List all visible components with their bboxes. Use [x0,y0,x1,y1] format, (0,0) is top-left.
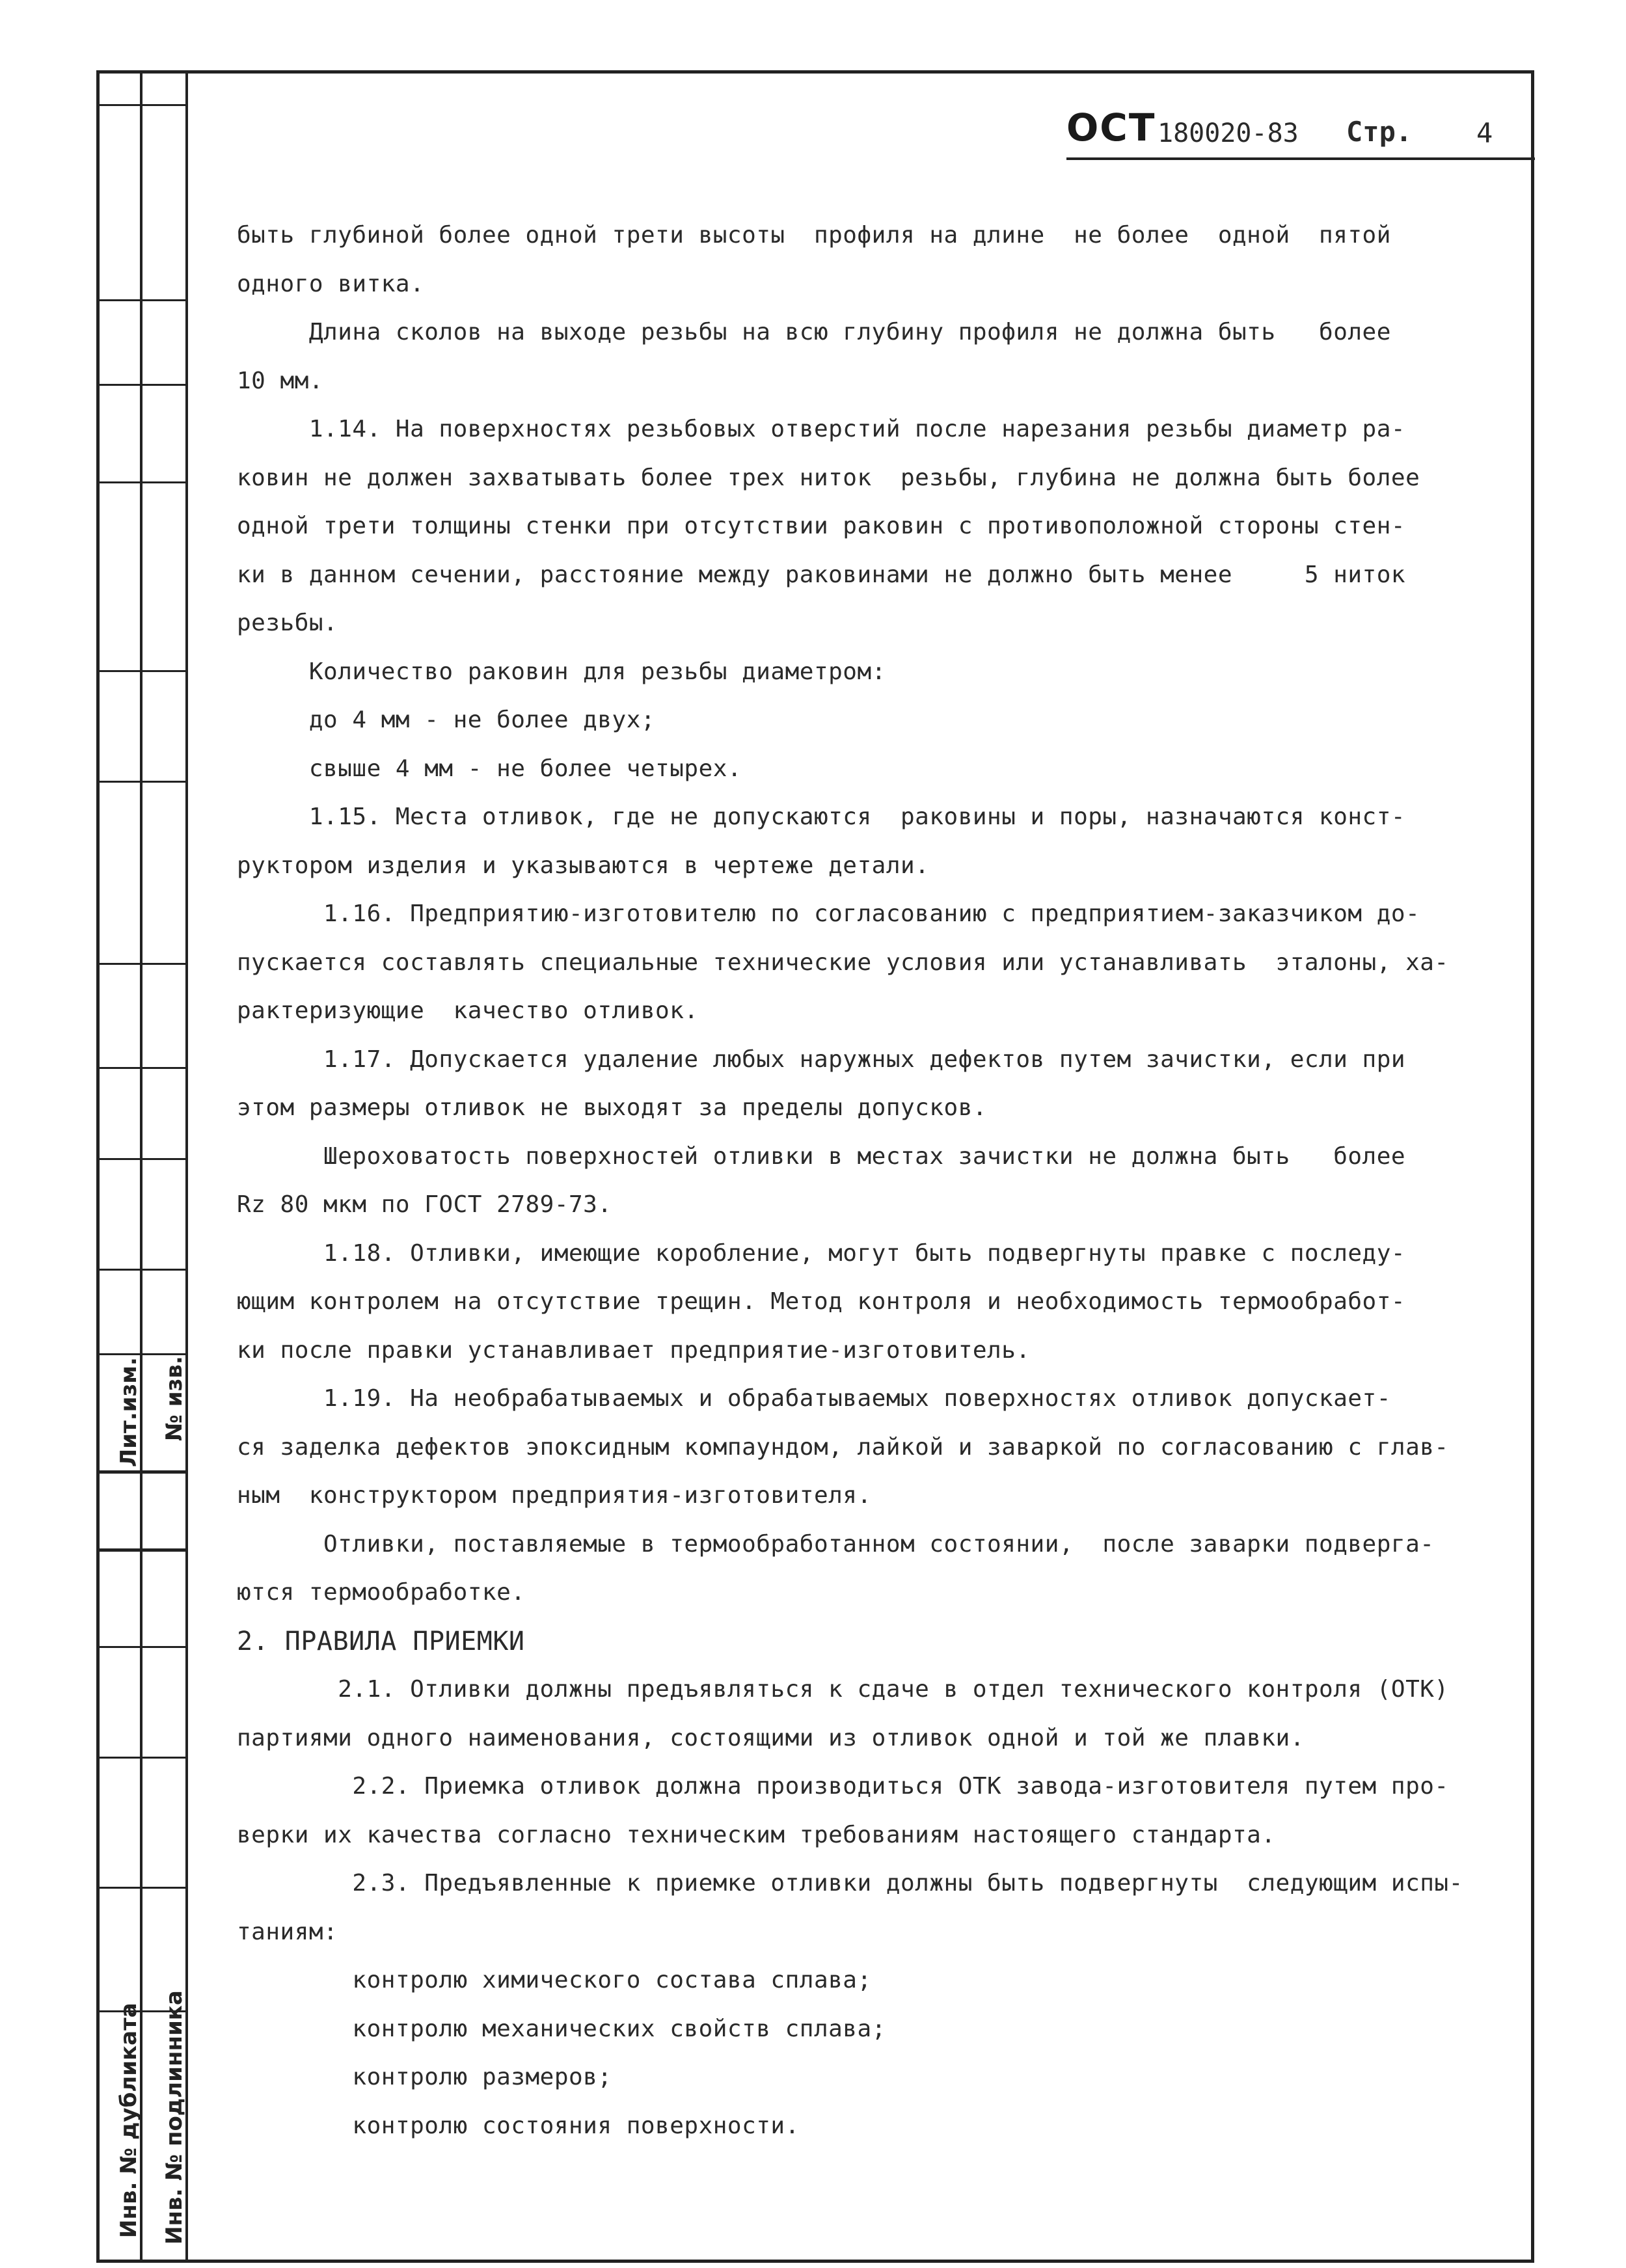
text-line: 2.3. Предъявленные к приемке отливки должны быть подвергнуты следующим испы- [237,1870,1463,1897]
page-header [1066,105,1535,160]
standard-label: ОСТ [1066,105,1156,150]
margin-strip-rule [96,481,188,483]
stamp-lit-izm: Лит.изм. [116,1357,142,1467]
text-line: 2.1. Отливки должны предъявляться к сдаче в отдел технического контроля (ОТК) [237,1676,1449,1703]
text-line: этом размеры отливок не выходят за пределы допусков. [237,1094,988,1121]
stamp-inv-dublikata: Инв. № дубликата [116,2003,142,2238]
text-line: руктором изделия и указываются в чертеже детали. [237,852,930,879]
text-line: резьбы. [237,610,338,636]
text-line: быть глубиной более одной трети высоты профиля на длине не более одной пятой [237,222,1391,249]
text-line: 1.15. Места отливок, где не допускаются раковины и поры, назначаются конст- [237,803,1406,830]
text-line: Rz 80 мкм по ГОСТ 2789-73. [237,1191,612,1218]
list-item: контролю химического состава сплава; [237,1967,872,1993]
text-line: 2.2. Приемка отливок должна производиться ОТК завода-изготовителя путем про- [237,1773,1449,1800]
text-line: ются термообработке. [237,1579,526,1606]
margin-strip-rule [96,104,188,106]
text-line: 10 мм. [237,367,324,394]
margin-strip-divider [140,70,142,2263]
text-line: свыше 4 мм - не более четырех. [237,755,742,782]
margin-strip-rule [96,1548,188,1552]
text-line: одной трети толщины стенки при отсутствии раковин с противоположной стороны стен- [237,513,1406,539]
list-item: контролю состояния поверхности. [237,2112,800,2139]
text-line: пускается составлять специальные технические условия или устанавливать эталоны, ха- [237,949,1449,976]
list-item: контролю размеров; [237,2064,612,2090]
text-line: ковин не должен захватывать более трех ниток резьбы, глубина не должна быть более [237,464,1420,491]
margin-strip-rule [96,384,188,386]
text-line: одного витка. [237,270,425,297]
margin-strip-rule [96,1757,188,1759]
text-line: верки их качества согласно техническим требованиям настоящего стандарта. [237,1821,1276,1848]
text-line: до 4 мм - не более двух; [237,707,656,733]
stamp-no-izv: № изв. [161,1356,187,1441]
text-line: ным конструктором предприятия-изготовителя. [237,1482,872,1509]
text-line: Количество раковин для резьбы диаметром: [237,658,886,685]
margin-strip-rule [96,1067,188,1069]
text-line: 1.16. Предприятию-изготовителю по согласованию с предприятием-заказчиком до- [237,900,1420,927]
text-line: 1.17. Допускается удаление любых наружных дефектов путем зачистки, если при [237,1046,1406,1073]
stamp-inv-podlinnika: Инв. № подлинника [161,1990,187,2245]
standard-number: 180020-83 [1158,118,1299,148]
text-line: 1.18. Отливки, имеющие коробление, могут быть подвергнуты правке с последу- [237,1239,1406,1267]
text-line: ки после правки устанавливает предприятие-изготовитель. [237,1336,1031,1364]
margin-strip-rule [96,1269,188,1271]
margin-strip-rule [96,670,188,672]
text-line: Длина сколов на выходе резьбы на всю глубину профиля не должна быть более [237,319,1391,345]
margin-strip-divider [185,70,188,2263]
margin-strip-rule [96,781,188,783]
margin-strip-rule [96,963,188,965]
text-line: ки в данном сечении, расстояние между раковинами не должно быть менее 5 ниток [237,561,1406,588]
margin-strip-rule [96,1646,188,1648]
text-line: Отливки, поставляемые в термообработанном состоянии, после заварки подверга- [237,1530,1435,1558]
text-line: 1.19. На необрабатываемых и обрабатываемых поверхностях отливок допускает- [237,1385,1391,1412]
text-line: ющим контролем на отсутствие трещин. Метод контроля и необходимость термообработ- [237,1288,1406,1315]
text-line: таниям: [237,1918,338,1945]
text-line: партиями одного наименования, состоящими из отливок одной и той же плавки. [237,1724,1305,1751]
margin-strip-rule [96,1353,188,1355]
text-line: рактеризующие качество отливок. [237,997,699,1024]
margin-strip-rule [96,1158,188,1160]
margin-strip-rule [96,1887,188,1889]
text-line: 1.14. На поверхностях резьбовых отверстий после нарезания резьбы диаметр ра- [237,416,1406,442]
text-line: Шероховатость поверхностей отливки в местах зачистки не должна быть более [237,1142,1406,1170]
list-item: контролю механических свойств сплава; [237,2015,886,2042]
text-line: ся заделка дефектов эпоксидным компаундом, лайкой и заваркой по согласованию с глав- [237,1433,1449,1461]
margin-strip-rule [96,1470,188,1474]
margin-strip-rule [96,299,188,301]
section-heading: 2. ПРАВИЛА ПРИЕМКИ [237,1626,525,1656]
page-label: Стр. [1346,116,1413,148]
body-text [237,211,1525,2150]
page-number: 4 [1476,117,1493,149]
